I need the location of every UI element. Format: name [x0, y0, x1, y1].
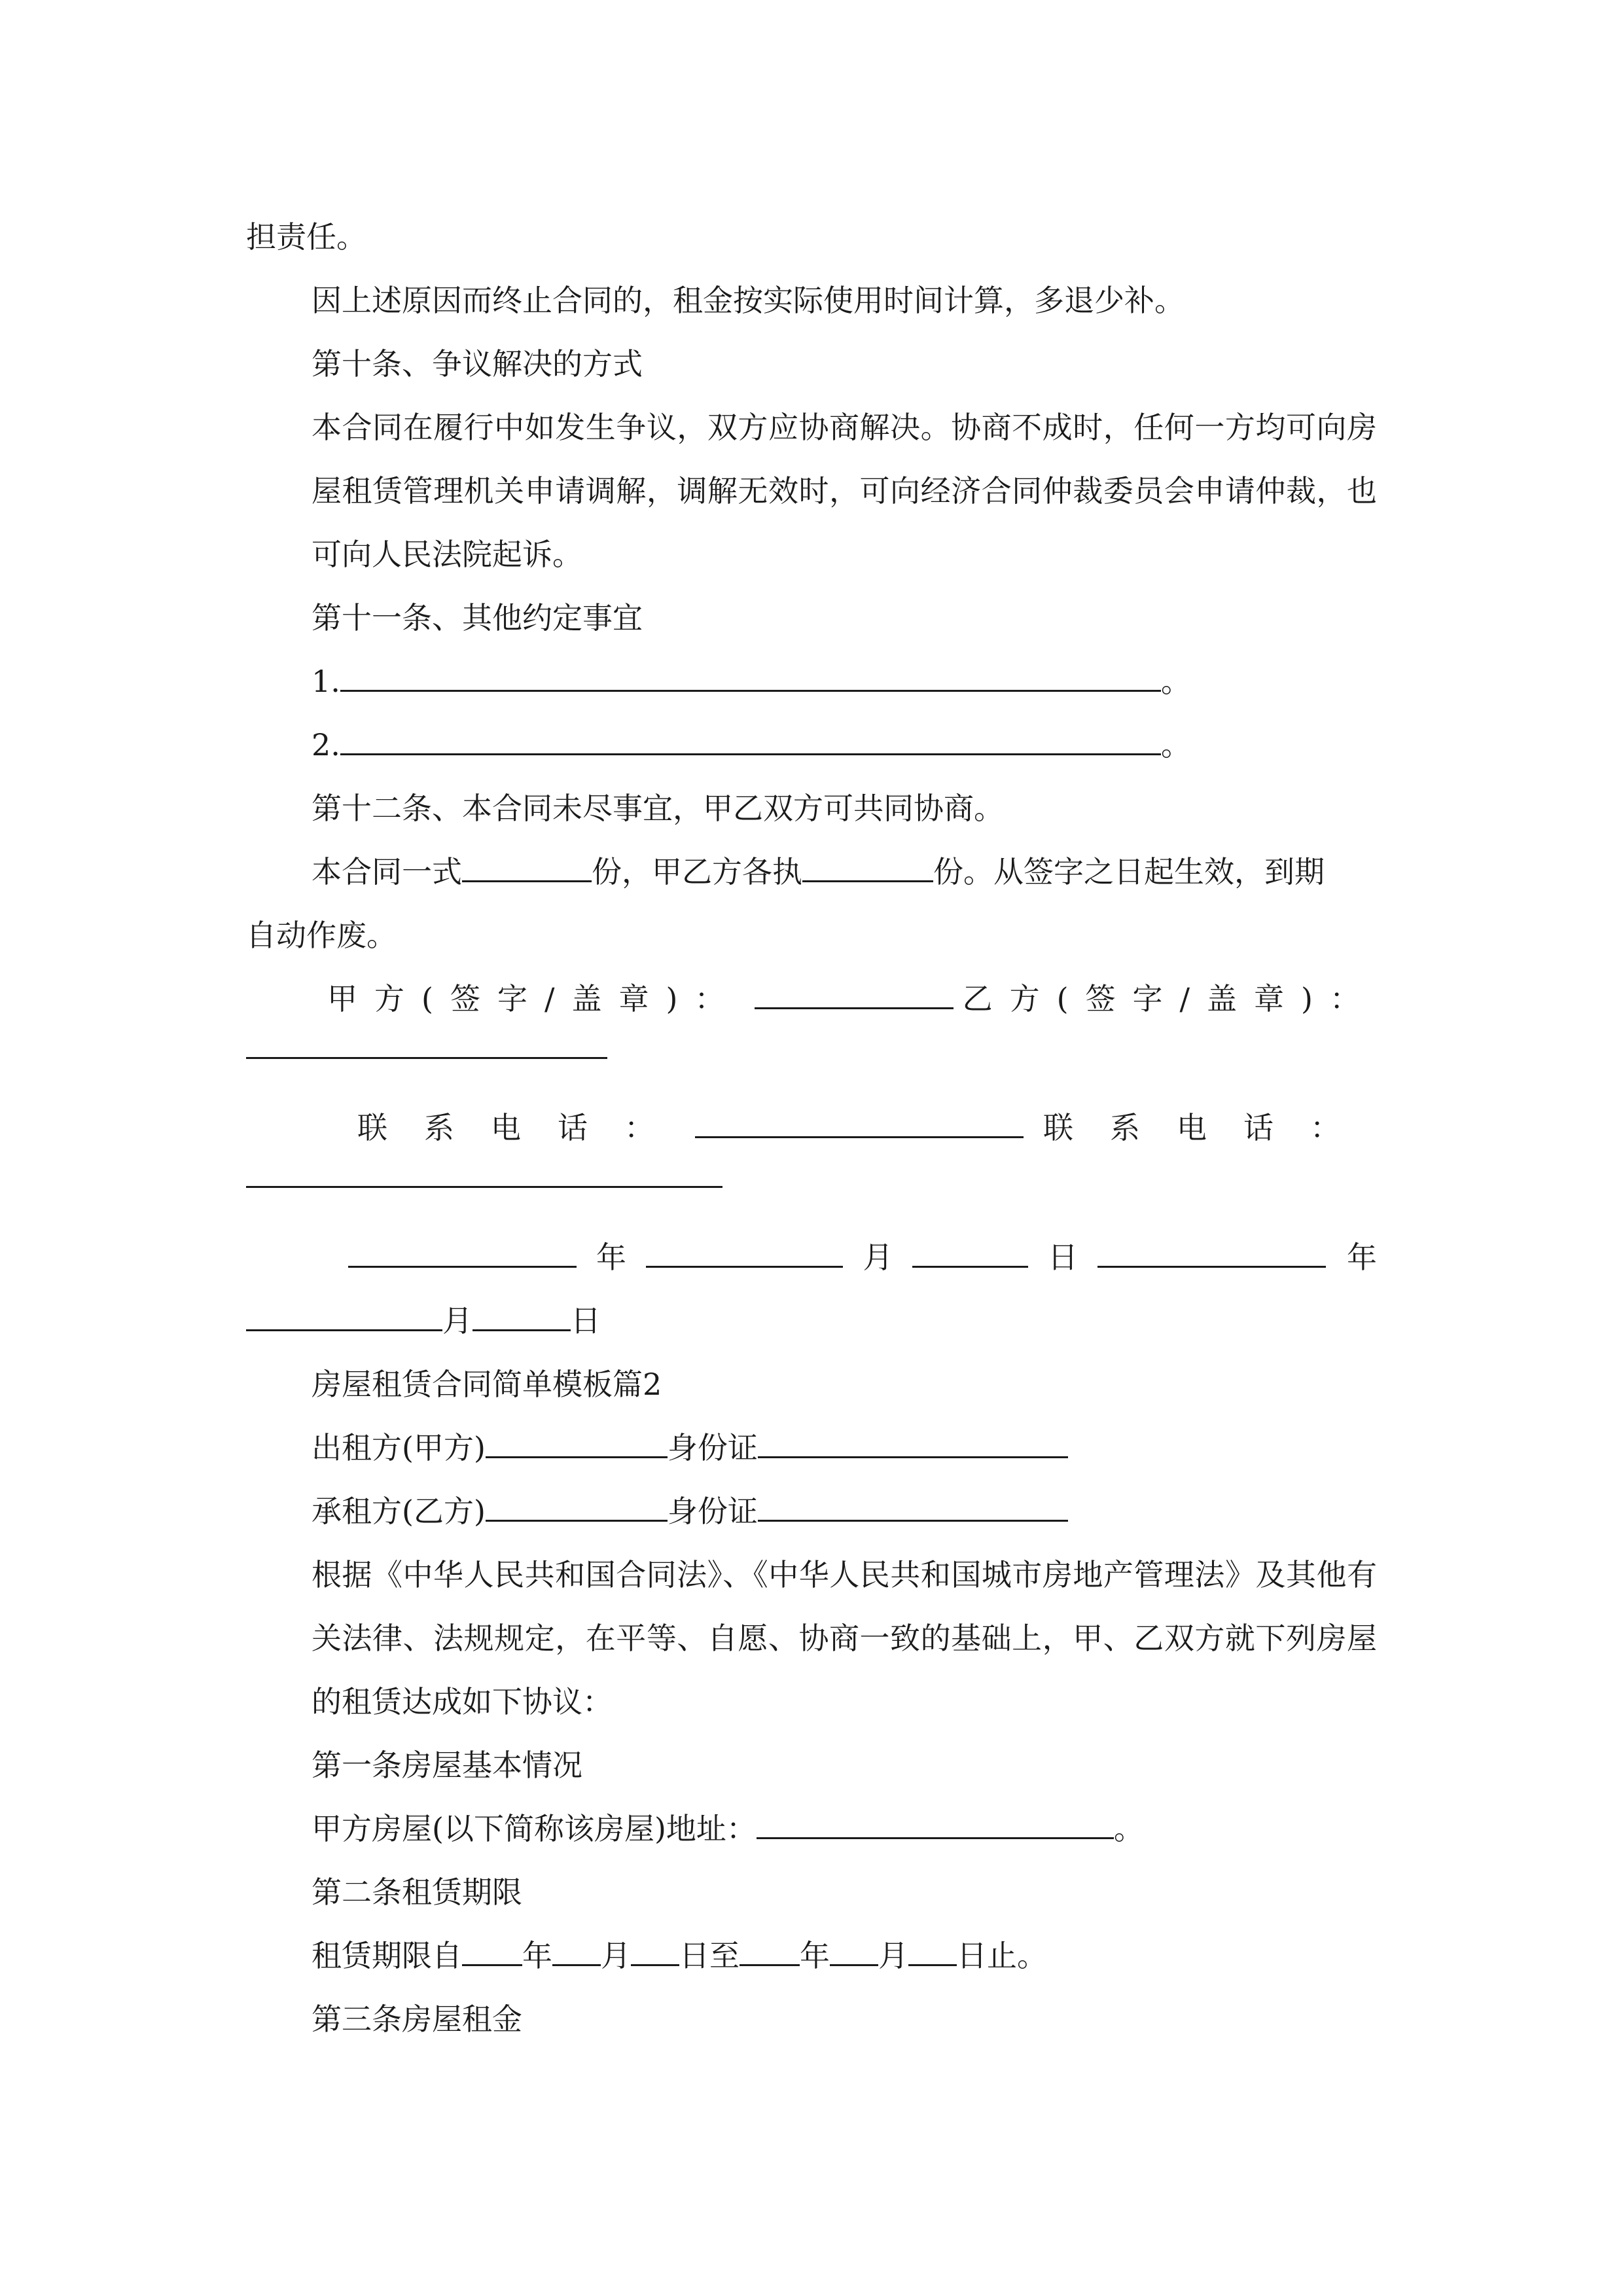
article-1-heading: 第一条房屋基本情况 [312, 1748, 582, 1783]
party-b-year-blank[interactable] [1097, 1227, 1326, 1268]
party-a-day-blank[interactable] [912, 1227, 1028, 1268]
lessee-label: 承租方(乙方) [312, 1494, 486, 1529]
address-end: 。 [1113, 1811, 1144, 1846]
term-end-month-blank[interactable] [830, 1925, 878, 1966]
party-b-phone-label: 联系电话： [1043, 1110, 1377, 1145]
other-item-2-end: 。 [1160, 727, 1191, 762]
term-from-label: 租赁期限自 [312, 1938, 462, 1973]
article-10-body: 本合同在履行中如发生争议，双方应协商解决。协商不成时，任何一方均可向房屋租赁管理机关申请调解，调解无效时，可向经济合同仲裁委员会申请仲裁，也可向人民法院起诉。 [312, 410, 1377, 572]
copies-text-1: 本合同一式 [312, 854, 462, 889]
copies-text-3: 份。从签字之日起生效，到期 [933, 854, 1325, 889]
date-line [246, 1226, 1377, 1289]
paragraph-refund: 因上述原因而终止合同的，租金按实际使用时间计算，多退少补。 [312, 283, 1185, 318]
lessee-line [246, 1480, 1377, 1543]
term-end-month-label: 月 [878, 1938, 908, 1973]
party-a-year-blank[interactable] [348, 1227, 577, 1268]
term-line [246, 1924, 1377, 1988]
party-a-phone-label: 联系电话： [357, 1110, 691, 1145]
phone-line [246, 1096, 1377, 1160]
date-line-2 [246, 1289, 1377, 1353]
other-item-1-label: 1. [312, 664, 340, 699]
template-2-preamble: 根据《中华人民共和国合同法》、《中华人民共和国城市房地产管理法》及其他有关法律、法规规定，在平等、自愿、协商一致的基础上，甲、乙双方就下列房屋的租赁达成如下协议： [312, 1557, 1377, 1719]
party-b-day-blank[interactable] [473, 1290, 571, 1331]
lessor-id-label: 身份证 [667, 1430, 758, 1465]
party-a-month-blank[interactable] [646, 1227, 843, 1268]
other-item-1-blank[interactable] [340, 651, 1161, 692]
party-a-day-label: 日 [1047, 1240, 1078, 1275]
party-b-month-label: 月 [442, 1303, 473, 1338]
copies-each-blank[interactable] [802, 841, 933, 882]
term-end-year-label: 年 [800, 1938, 830, 1973]
lessee-id-blank[interactable] [758, 1480, 1068, 1522]
party-b-day-label: 日 [571, 1303, 601, 1338]
article-10-heading: 第十条、争议解决的方式 [312, 346, 643, 382]
other-item-2-label: 2. [312, 727, 340, 762]
signature-line [246, 967, 1377, 1031]
term-start-month-blank[interactable] [552, 1925, 601, 1966]
lessee-id-label: 身份证 [667, 1494, 758, 1529]
party-a-year-label: 年 [596, 1240, 627, 1275]
address-blank[interactable] [757, 1798, 1114, 1839]
party-b-year-label: 年 [1347, 1240, 1377, 1275]
article-2-heading: 第二条租赁期限 [312, 1874, 522, 1910]
copies-line [246, 840, 1377, 904]
article-12: 第十二条、本合同未尽事宜，甲乙双方可共同协商。 [312, 791, 1004, 826]
copies-line-end: 自动作废。 [246, 918, 397, 953]
article-3-heading: 第三条房屋租金 [312, 2001, 522, 2037]
lessor-name-blank[interactable] [486, 1417, 668, 1458]
paragraph-continuation: 担责任。 [246, 219, 366, 255]
term-end-day-blank[interactable] [908, 1925, 957, 1966]
article-11-heading: 第十一条、其他约定事宜 [312, 600, 643, 636]
party-a-month-label: 月 [863, 1240, 893, 1275]
copies-total-blank[interactable] [462, 841, 592, 882]
other-item-1-end: 。 [1160, 664, 1191, 699]
party-b-month-blank[interactable] [246, 1290, 442, 1331]
lessor-label: 出租方(甲方) [312, 1430, 486, 1465]
term-start-year-blank[interactable] [462, 1925, 522, 1966]
lessor-line [246, 1416, 1377, 1480]
party-a-signature-label: 甲方(签字/盖章)： [327, 981, 742, 1016]
term-start-month-label: 月 [601, 1938, 631, 1973]
term-to-label: 日至 [679, 1938, 740, 1973]
document-body [246, 206, 1377, 2051]
term-end-label: 日止。 [957, 1938, 1047, 1973]
party-b-signature-blank[interactable] [246, 1031, 607, 1059]
lessee-name-blank[interactable] [486, 1480, 668, 1522]
other-item-2-blank[interactable] [340, 714, 1161, 755]
copies-text-2: 份，甲乙方各执 [592, 854, 802, 889]
party-a-signature-blank[interactable] [755, 968, 953, 1009]
term-end-year-blank[interactable] [740, 1925, 800, 1966]
template-2-title: 房屋租赁合同简单模板篇2 [312, 1367, 662, 1402]
other-item-2 [246, 713, 1377, 777]
other-item-1 [246, 650, 1377, 713]
party-a-phone-blank[interactable] [695, 1097, 1024, 1138]
lessor-id-blank[interactable] [758, 1417, 1068, 1458]
address-label: 甲方房屋(以下简称该房屋)地址： [312, 1811, 757, 1846]
party-b-phone-blank[interactable] [246, 1160, 722, 1188]
party-b-signature-label: 乙方(签字/盖章)： [962, 981, 1377, 1016]
address-line [246, 1797, 1377, 1861]
term-start-day-blank[interactable] [631, 1925, 679, 1966]
term-start-year-label: 年 [522, 1938, 552, 1973]
